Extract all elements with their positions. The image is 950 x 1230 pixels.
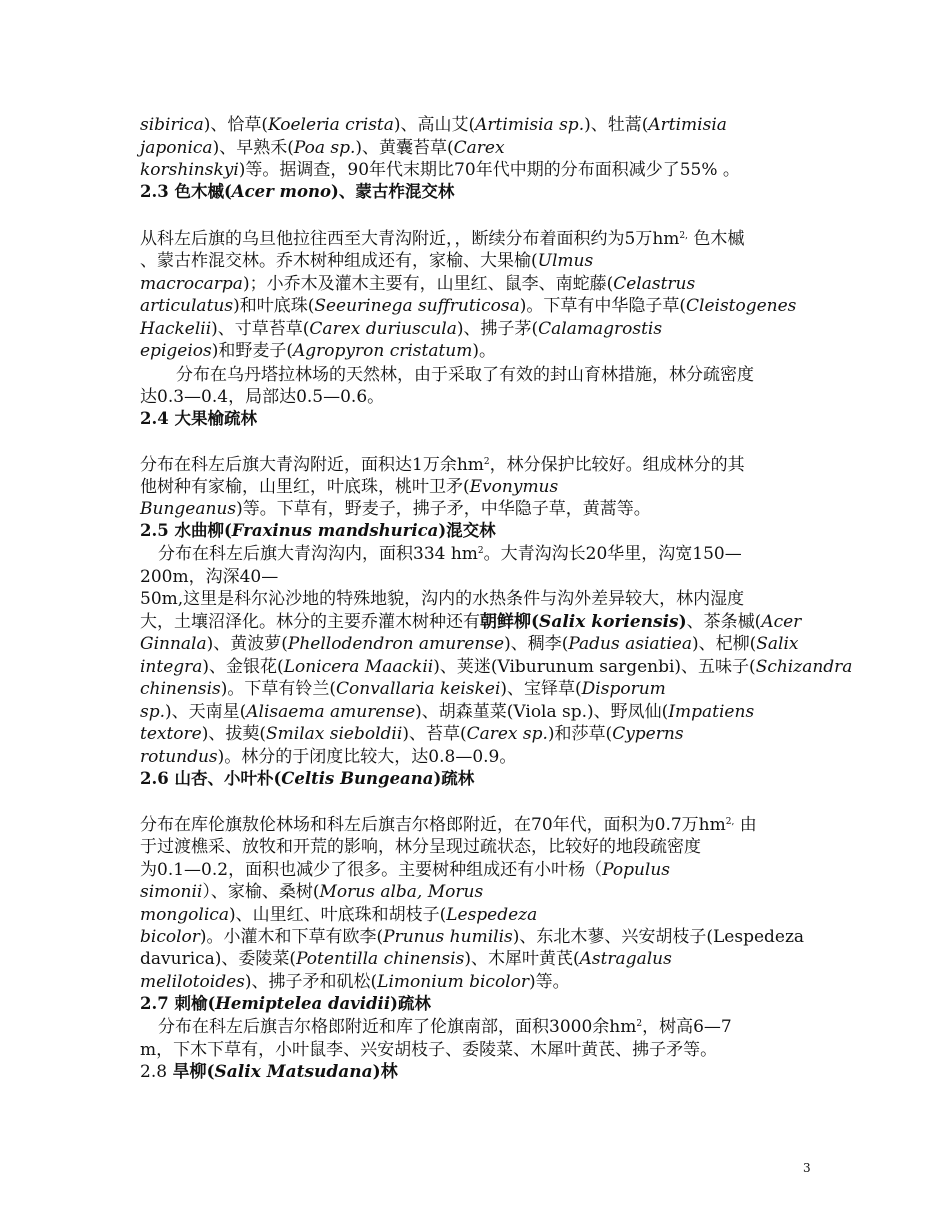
text-segment: Salix: [756, 634, 799, 654]
text-segment: chinensis: [140, 679, 221, 699]
text-segment: )等。据调查，90年代末期比70年代中期的分布面积减少了55% 。: [238, 160, 740, 180]
text-segment: 他树种有家榆，山里红，叶底珠，桃叶卫矛(: [140, 477, 470, 497]
text-segment: )等。: [529, 972, 570, 992]
text-segment: Disporum: [581, 679, 666, 699]
text-segment: )、蒙古柞混交林: [331, 182, 455, 201]
text-line: [140, 814, 757, 836]
text-segment: 朝鲜柳(: [480, 612, 540, 632]
superscript: 2,: [679, 231, 688, 241]
text-segment: 分布在库伦旗敖伦林场和科左后旗吉尔格郎附近，在70年代，面积为0.7万hm: [140, 815, 726, 835]
text-segment: )等。下草有，野麦子，拂子矛，中华隐子草，黄蒿等。: [236, 499, 651, 519]
text-line: [140, 454, 745, 476]
text-line: [140, 633, 799, 655]
text-line: [140, 295, 796, 317]
text-segment: 由: [734, 815, 757, 835]
text-segment: 2.3 色木槭(: [140, 182, 232, 201]
text-segment: 2.7 刺榆(: [140, 994, 216, 1013]
text-segment: epigeios: [140, 341, 212, 361]
text-segment: Smilax sieboldii: [266, 724, 403, 744]
text-segment: articulatus: [140, 296, 234, 316]
text-segment: Carex: [453, 138, 505, 158]
text-segment: Acer: [761, 612, 802, 632]
text-line: [140, 228, 744, 250]
text-line: [140, 250, 593, 272]
text-segment: 2.5 水曲柳(: [140, 521, 232, 540]
text-segment: integra: [140, 657, 203, 677]
text-segment: 分布在科左后旗大青沟沟内，面积334 hm: [158, 544, 478, 564]
text-segment: )、黄囊苔草(: [355, 138, 454, 158]
text-segment: )、木犀叶黄芪(: [464, 949, 580, 969]
text-segment: [215, 1062, 373, 1082]
text-segment: 从科左后旗的乌旦他拉往西至大青沟附近，，断续分布着面积约为5万hm: [140, 229, 680, 249]
text-segment: )、寸草苔草(: [211, 319, 310, 339]
text-segment: )、金银花(: [202, 657, 284, 677]
text-segment: Celastrus: [613, 274, 696, 294]
superscript: 2,: [725, 817, 735, 827]
text-segment: Agropyron cristatum: [292, 341, 473, 361]
text-line: [140, 971, 570, 993]
text-segment: 2.4 大果榆疏林: [140, 409, 257, 428]
text-segment: )、恰草(: [203, 115, 268, 135]
text-line: [140, 701, 754, 723]
text-segment: sp.: [140, 702, 166, 722]
text-segment: Salix koriensis: [539, 612, 679, 632]
text-segment: )混交林: [438, 521, 496, 540]
text-line: [140, 859, 670, 881]
text-line: [140, 926, 804, 948]
text-segment: ，林分保护比较好。组成林分的其: [489, 455, 745, 475]
text-segment: )、荚迷(Viburunum sargenbi)、五味子(: [433, 657, 756, 677]
text-segment: Celtis Bungeana: [281, 769, 434, 788]
text-segment: Phellodendron amurense: [287, 634, 505, 654]
text-line: [140, 1039, 717, 1061]
superscript: 2: [636, 1019, 643, 1029]
text-segment: )、早熟禾(: [212, 138, 294, 158]
text-line: [140, 566, 278, 588]
section-heading: [140, 520, 496, 542]
text-segment: Acer mono: [231, 182, 332, 201]
text-segment: 200m，沟深40—: [140, 567, 279, 587]
superscript: 2: [483, 457, 490, 467]
text-segment: 色木槭: [687, 229, 745, 249]
text-segment: sibirica: [140, 115, 204, 135]
text-segment: Bungeanus: [140, 499, 237, 519]
text-line: [140, 656, 852, 678]
text-segment: )、牡蒿(: [584, 115, 649, 135]
text-line: [140, 588, 744, 610]
text-segment: )、胡森堇菜(Viola sp.)、野凤仙(: [415, 702, 669, 722]
text-segment: )疏林: [390, 994, 431, 1013]
text-segment: Artimisia sp.: [475, 115, 585, 135]
text-segment: )；小乔木及灌木主要有，山里红、鼠李、南蛇藤(: [242, 274, 614, 294]
text-segment: )和莎草(: [547, 724, 613, 744]
text-line: [140, 386, 384, 408]
text-segment: Convallaria keiskei: [336, 679, 501, 699]
text-segment: Impatiens: [668, 702, 755, 722]
text-segment: Carex duriuscula: [309, 319, 457, 339]
text-segment: [539, 612, 679, 632]
text-segment: Padus asiatiea: [568, 634, 692, 654]
text-segment: Calamagrostis: [538, 319, 663, 339]
section-heading: [140, 181, 454, 203]
text-segment: Populus: [602, 860, 671, 880]
text-segment: Potentilla chinensis: [296, 949, 465, 969]
text-segment: rotundus: [140, 747, 218, 767]
text-segment: ）、家榆、桑树(: [202, 882, 320, 902]
text-segment: korshinskyi: [140, 160, 239, 180]
text-segment: ，树高6—7: [642, 1017, 732, 1037]
text-line: [140, 498, 651, 520]
text-segment: )、稠李(: [504, 634, 569, 654]
text-line: [140, 678, 666, 700]
text-line: [158, 1016, 732, 1038]
text-segment: macrocarpa: [140, 274, 243, 294]
section-heading: [140, 768, 474, 790]
text-segment: 达0.3—0.4，局部达0.5—0.6。: [140, 387, 385, 407]
text-line: [140, 746, 516, 768]
text-segment: Fraxinus mandshurica: [231, 521, 439, 540]
text-segment: m，下木下草有，小叶鼠李、兴安胡枝子、委陵菜、木犀叶黄芪、拂子矛等。: [140, 1040, 718, 1060]
text-line: [140, 340, 496, 362]
text-segment: Lespedeza: [446, 905, 538, 925]
text-line: [158, 543, 742, 565]
text-segment: Salix Matsudana: [214, 1062, 373, 1082]
text-segment: Hackelii: [140, 319, 212, 339]
text-segment: )。小灌木和下草有欧李(: [199, 927, 384, 947]
section-heading: [140, 408, 257, 430]
text-segment: )、杞柳(: [692, 634, 757, 654]
text-line: [140, 159, 740, 181]
text-segment: )。下草有铃兰(: [220, 679, 337, 699]
text-segment: )、黄波萝(: [206, 634, 288, 654]
text-segment: )、苔草(: [402, 724, 467, 744]
text-segment: 于过渡樵采、放牧和开荒的影响，林分呈现过疏状态，比较好的地段疏密度: [140, 837, 701, 857]
text-segment: )。林分的于闭度比较大，达0.8—0.9。: [217, 747, 517, 767]
text-segment: melilotoides: [140, 972, 245, 992]
text-segment: Artimisia: [648, 115, 727, 135]
text-segment: 2.8: [140, 1062, 173, 1082]
text-segment: textore: [140, 724, 202, 744]
text-line: [140, 611, 801, 633]
text-segment: 50m,这里是科尔沁沙地的特殊地貌，沟内的水热条件与沟外差异较大，林内湿度: [140, 589, 745, 609]
text-segment: 。大青沟沟长20华里，沟宽150—: [483, 544, 742, 564]
text-line: [140, 273, 695, 295]
text-line: [140, 881, 483, 903]
text-segment: Poa sp.: [293, 138, 356, 158]
text-segment: Limonium bicolor: [377, 972, 529, 992]
text-segment: Prunus humilis: [383, 927, 513, 947]
text-segment: mongolica: [140, 905, 229, 925]
text-segment: Hemiptelea davidii: [215, 994, 391, 1013]
text-segment: davurica)、委陵菜(: [140, 949, 297, 969]
text-segment: Cleistogenes: [686, 296, 797, 316]
text-segment: )、高山艾(: [393, 115, 476, 135]
text-segment: )和野麦子(: [211, 341, 293, 361]
text-segment: 大，土壤沼泽化。林分的主要乔灌木树种还有: [140, 612, 480, 632]
text-line: [140, 836, 701, 858]
text-line: [140, 1061, 398, 1083]
text-segment: ): [678, 612, 687, 632]
text-segment: )、宝铎草(: [500, 679, 582, 699]
text-segment: Morus alba, Morus: [319, 882, 484, 902]
text-segment: Cyperns: [612, 724, 684, 744]
text-line: [140, 948, 672, 970]
text-segment: )林: [372, 1062, 398, 1082]
text-segment: )。: [472, 341, 497, 361]
text-line: [176, 364, 754, 386]
text-segment: Schizandra: [755, 657, 853, 677]
text-line: [140, 723, 684, 745]
text-segment: )。下草有中华隐子草(: [519, 296, 686, 316]
text-segment: Carex sp.: [466, 724, 548, 744]
text-segment: 为0.1—0.2，面积也减少了很多。主要树种组成还有小叶杨（: [140, 860, 603, 880]
text-line: [140, 137, 505, 159]
text-segment: 分布在科左后旗吉尔格郎附近和库了伦旗南部，面积3000余hm: [158, 1017, 637, 1037]
text-segment: )、拔葜(: [201, 724, 266, 744]
text-segment: 、茶条槭(: [686, 612, 762, 632]
text-segment: )、拂子茅(: [456, 319, 539, 339]
text-segment: Lonicera Maackii: [283, 657, 434, 677]
text-segment: )、拂子矛和矶松(: [244, 972, 378, 992]
text-segment: )、山里红、叶底珠和胡枝子(: [228, 905, 447, 925]
text-segment: 分布在科左后旗大青沟附近，面积达1万余hm: [140, 455, 484, 475]
text-segment: Seeurinega suffruticosa: [314, 296, 520, 316]
text-segment: 分布在乌丹塔拉林场的天然林，由于采取了有效的封山育林措施，林分疏密度: [176, 365, 754, 385]
text-segment: Astragalus: [579, 949, 672, 969]
text-segment: )和叶底珠(: [233, 296, 315, 316]
page-number: 3: [803, 1161, 811, 1175]
text-segment: Evonymus: [469, 477, 559, 497]
text-segment: )疏林: [433, 769, 475, 788]
text-segment: japonica: [140, 138, 213, 158]
text-segment: )、天南星(: [165, 702, 247, 722]
text-line: [140, 476, 558, 498]
text-segment: Ginnala: [140, 634, 207, 654]
text-line: [140, 114, 727, 136]
section-heading: [140, 993, 431, 1015]
text-segment: simonii: [140, 882, 203, 902]
text-segment: )、东北木蓼、兴安胡枝子(Lespedeza: [512, 927, 805, 947]
text-segment: 2.6 山杏、小叶朴(: [140, 769, 282, 788]
text-segment: Koeleria crista: [267, 115, 394, 135]
text-segment: Ulmus: [537, 251, 594, 271]
text-segment: bicolor: [140, 927, 200, 947]
superscript: 2: [477, 546, 484, 556]
text-line: [140, 904, 537, 926]
text-line: [140, 318, 662, 340]
text-segment: Alisaema amurense: [246, 702, 416, 722]
text-segment: 旱柳(: [172, 1062, 215, 1082]
text-segment: 、蒙古柞混交林。乔木树种组成还有，家榆、大果榆(: [140, 251, 538, 271]
